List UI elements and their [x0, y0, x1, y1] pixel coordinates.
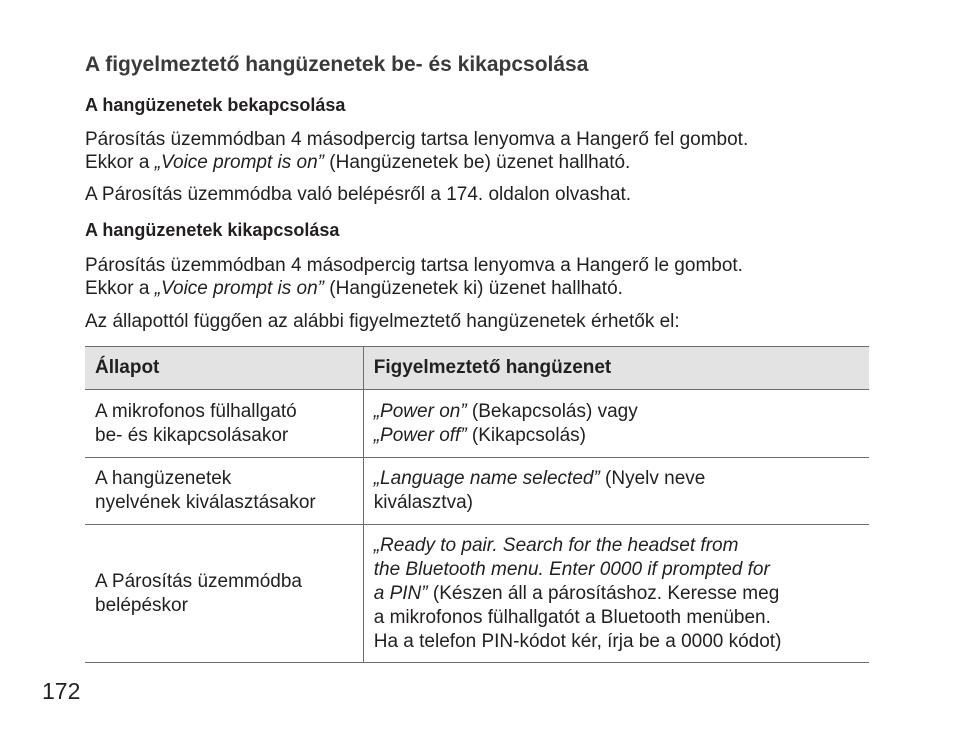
- table-row: [85, 525, 869, 663]
- prompt-cell: „Power on” (Bekapcsolás) vagy „Power off” (Kikapcsolás): [373, 400, 638, 446]
- italic-prompt: „Voice prompt is on”: [154, 152, 325, 173]
- state-cell: A hangüzenetek nyelvének kiválasztásakor: [85, 458, 363, 525]
- table-header-row: [85, 347, 869, 390]
- state-cell: A mikrofonos fülhallgató be- és kikapcsolásakor: [85, 390, 363, 458]
- pairing-reference-text: A Párosítás üzemmódba való belépésről a 174. oldalon olvashat.: [85, 184, 632, 205]
- text-line: Párosítás üzemmódban 4 másodpercig tartsa lenyomva a Hangerő fel gombot.: [85, 129, 749, 150]
- section-title-voice-prompts-off: A hangüzenetek kikapcsolása: [85, 220, 340, 240]
- state-cell: A Párosítás üzemmódba belépéskor: [85, 525, 363, 663]
- text-line: Ekkor a „Voice prompt is on” (Hangüzenetek ki) üzenet hallható.: [85, 278, 623, 299]
- paragraph-voice-prompts-off: [85, 254, 743, 300]
- voice-prompts-table: [85, 346, 869, 663]
- text-line: Ekkor a „Voice prompt is on” (Hangüzenetek be) üzenet hallható.: [85, 152, 631, 173]
- paragraph-voice-prompts-on: [85, 128, 748, 174]
- text-line: Párosítás üzemmódban 4 másodpercig tartsa lenyomva a Hangerő le gombot.: [85, 255, 743, 276]
- table-row: [85, 458, 869, 525]
- prompt-cell: „Ready to pair. Search for the headset from the Bluetooth menu. Enter 0000 if prompted for a PIN” (Készen áll a párosításhoz. Keresse meg a mikrofonos fülhallgatót a Bluetooth menüben. Ha a telefon PIN-kódot kér, írja be a 0000 kódot): [373, 534, 782, 652]
- table-row: [85, 390, 869, 458]
- italic-prompt: „Voice prompt is on”: [154, 278, 325, 299]
- page-title: A figyelmeztető hangüzenetek be- és kikapcsolása: [85, 53, 589, 76]
- section-title-voice-prompts-on: A hangüzenetek bekapcsolása: [85, 95, 346, 115]
- column-header-voice-prompt: Figyelmeztető hangüzenet: [373, 357, 612, 378]
- page-number: 172: [42, 678, 81, 704]
- column-header-state: Állapot: [85, 347, 363, 390]
- table-intro-text: Az állapottól függően az alábbi figyelmeztető hangüzenetek érhetők el:: [85, 311, 680, 332]
- prompt-cell: „Language name selected” (Nyelv neve kiválasztva): [373, 468, 706, 513]
